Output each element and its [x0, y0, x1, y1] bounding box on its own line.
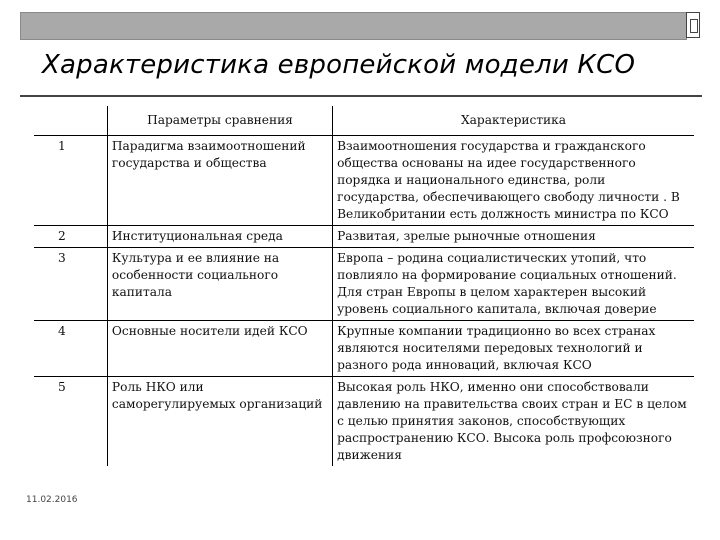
row-parameter: Культура и ее влияние на особенности социального капитала — [107, 248, 332, 321]
row-characteristic: Взаимоотношения государства и гражданского общества основаны на идее государственного порядка и национального единства, роли государства, обеспечивающего свободу личности . В Великобритании есть должность министра по КСО — [333, 136, 694, 226]
row-characteristic: Европа – родина социалистических утопий, что повлияло на формирование социальных отношений. Для стран Европы в целом характерен высокий уровень социального капитала, включая доверие — [333, 248, 694, 321]
header-characteristic: Характеристика — [333, 106, 694, 136]
table-row — [34, 136, 694, 226]
row-parameter: Роль НКО или саморегулируемых организаций — [107, 377, 332, 467]
row-number: 3 — [34, 248, 107, 321]
row-parameter: Парадигма взаимоотношений государства и общества — [107, 136, 332, 226]
row-number: 5 — [34, 377, 107, 467]
slide-header-bar — [20, 12, 687, 40]
slide-title: Характеристика европейской модели КСО — [42, 50, 636, 80]
header-number — [34, 106, 107, 136]
header-parameters: Параметры сравнения — [107, 106, 332, 136]
row-number: 4 — [34, 321, 107, 377]
slide-date: 11.02.2016 — [26, 495, 78, 505]
table-row — [34, 321, 694, 377]
table-row — [34, 248, 694, 321]
row-parameter: Основные носители идей КСО — [107, 321, 332, 377]
table-row — [34, 377, 694, 467]
row-characteristic: Развитая, зрелые рыночные отношения — [333, 226, 694, 248]
row-number: 2 — [34, 226, 107, 248]
row-parameter: Институциональная среда — [107, 226, 332, 248]
table-row — [34, 226, 694, 248]
kso-comparison-table — [34, 106, 694, 466]
slide-corner-decoration — [686, 12, 700, 38]
table-header-row — [34, 106, 694, 136]
row-number: 1 — [58, 139, 66, 153]
row-characteristic: Высокая роль НКО, именно они способствовали давлению на правительства своих стран и ЕС в целом с целью принятия законов, способствующих распространению КСО. Высока роль профсоюзного движения — [333, 377, 694, 467]
row-characteristic: Крупные компании традиционно во всех странах являются носителями передовых технологий и разного рода инноваций, включая КСО — [333, 321, 694, 377]
title-divider — [20, 95, 702, 97]
